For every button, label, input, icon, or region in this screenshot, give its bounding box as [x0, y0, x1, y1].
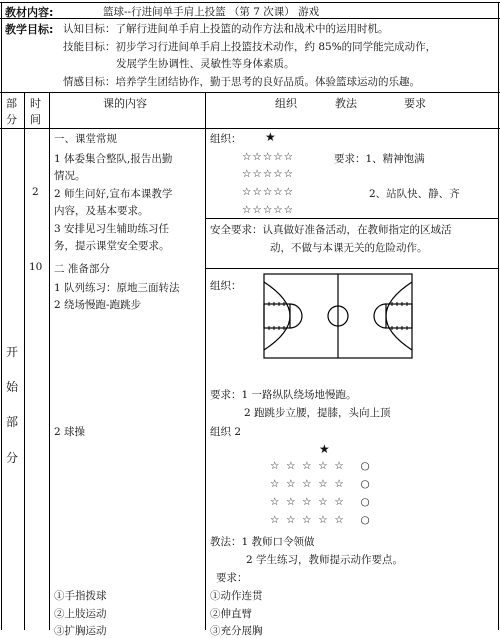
formation-grid-row: ☆ ☆ ☆ ☆ ☆ ○	[270, 496, 370, 508]
requirement-1: 要求：1、精神饱满	[334, 153, 425, 165]
content-line: ②上肢运动	[54, 608, 107, 620]
basketball-court-diagram	[262, 271, 414, 361]
goal-emotion: 情感目标：培养学生团结协作，勤于思考的良好品质。体验篮球运动的乐趣。	[63, 76, 420, 88]
req-item: ③充分展胸	[210, 625, 263, 637]
content-label: 教材内容:	[5, 6, 54, 19]
border-table-header-bottom	[0, 128, 500, 129]
th-part-1: 部	[6, 97, 17, 110]
content-line: 2 球操	[54, 426, 86, 438]
formation-row: ☆☆☆☆☆	[242, 186, 295, 198]
content-line: 1 队列练习：原地三面转法	[54, 282, 180, 294]
goal-label: 教学目标:	[5, 23, 54, 36]
formation-grid-row: ☆ ☆ ☆ ☆ ☆ ○	[270, 514, 370, 526]
content-line: 情况。	[54, 170, 86, 182]
content-line: 内容，及基本要求。	[54, 205, 149, 217]
run-requirement-2: 2 跑跳步立腰，提膝，头向上顶	[244, 407, 391, 419]
req-item: ②伸直臂	[210, 608, 252, 620]
th-part-2: 分	[6, 113, 17, 126]
border-right	[498, 2, 499, 630]
content-line: 2 绕场慢跑-跑跳步	[54, 299, 142, 311]
border-top	[0, 2, 500, 3]
th-org: 组织	[275, 97, 297, 110]
teacher-star-icon: ★	[265, 130, 276, 144]
content-line: 2 师生问好,宣布本课教学	[54, 188, 173, 200]
content-line: 3 安排见习生辅助练习任	[54, 223, 170, 235]
formation-row: ☆☆☆☆☆	[242, 168, 295, 180]
th-method: 教法	[335, 97, 357, 110]
method-1: 教法：1 教师口令领做	[210, 536, 315, 548]
goal-cognitive: 认知目标：了解行进间单手肩上投篮的动作方法和战术中的运用时机。	[63, 23, 389, 35]
col-divider-content	[205, 92, 206, 630]
org-label-2: 组织 2	[210, 426, 242, 438]
content-line: 务，提示课堂安全要求。	[54, 240, 170, 252]
requirement-2: 2、站队快、静、齐	[369, 188, 460, 200]
th-time-1: 时	[30, 97, 41, 110]
formation-row: ☆☆☆☆☆	[242, 204, 295, 216]
time-value: 10	[29, 261, 43, 273]
th-time-2: 间	[30, 113, 41, 126]
method-2: 2 学生练习，教师提示动作要点。	[246, 554, 404, 566]
section-char-2: 始	[6, 380, 19, 394]
th-content: 课的内容	[103, 97, 147, 110]
border-goal-bottom	[0, 92, 500, 93]
goal-skill-2: 发展学生协调性、灵敏性等身体素质。	[116, 58, 295, 70]
run-requirement-1: 要求：1 一路纵队绕场地慢跑。	[210, 389, 357, 401]
col-divider-part	[24, 92, 25, 630]
content-value: 篮球--行进间单手肩上投篮 （第 7 次课） 游戏	[103, 6, 320, 18]
org-label: 组织：	[210, 133, 242, 145]
content-line: 1 体委集合整队,报告出勤	[54, 153, 173, 165]
time-value: 2	[32, 186, 39, 198]
content-line: 一、课堂常规	[54, 133, 117, 145]
safety-line-2: 动，不做与本课无关的危险动作。	[270, 242, 428, 254]
th-req: 要求	[404, 97, 426, 110]
section-char-4: 分	[6, 451, 19, 465]
formation-grid-row: ☆ ☆ ☆ ☆ ☆ ○	[270, 460, 370, 472]
formation-grid-row: ☆ ☆ ☆ ☆ ☆ ○	[270, 478, 370, 490]
req-label: 要求：	[216, 572, 248, 584]
content-line: ③扩胸运动	[54, 625, 107, 637]
section-char-1: 开	[6, 345, 19, 359]
row-divider-org2	[205, 268, 498, 269]
req-item: ①动作连贯	[210, 590, 263, 602]
safety-line-1: 安全要求：认真做好准备活动，在教师指定的区域活	[210, 224, 452, 236]
section-char-3: 部	[6, 415, 19, 429]
content-line: ①手指拨球	[54, 590, 107, 602]
org-label: 组织：	[210, 280, 242, 292]
row-divider-safety	[205, 218, 498, 219]
formation-row: ☆☆☆☆☆	[242, 151, 295, 163]
content-line: 二 准备部分	[54, 263, 110, 275]
col-divider-time	[49, 92, 50, 630]
goal-skill-1: 技能目标：初步学习行进间单手肩上投篮技术动作，约 85%的同学能完成动作，	[63, 41, 437, 53]
border-left	[1, 2, 2, 630]
teacher-star-icon: ★	[319, 442, 330, 456]
